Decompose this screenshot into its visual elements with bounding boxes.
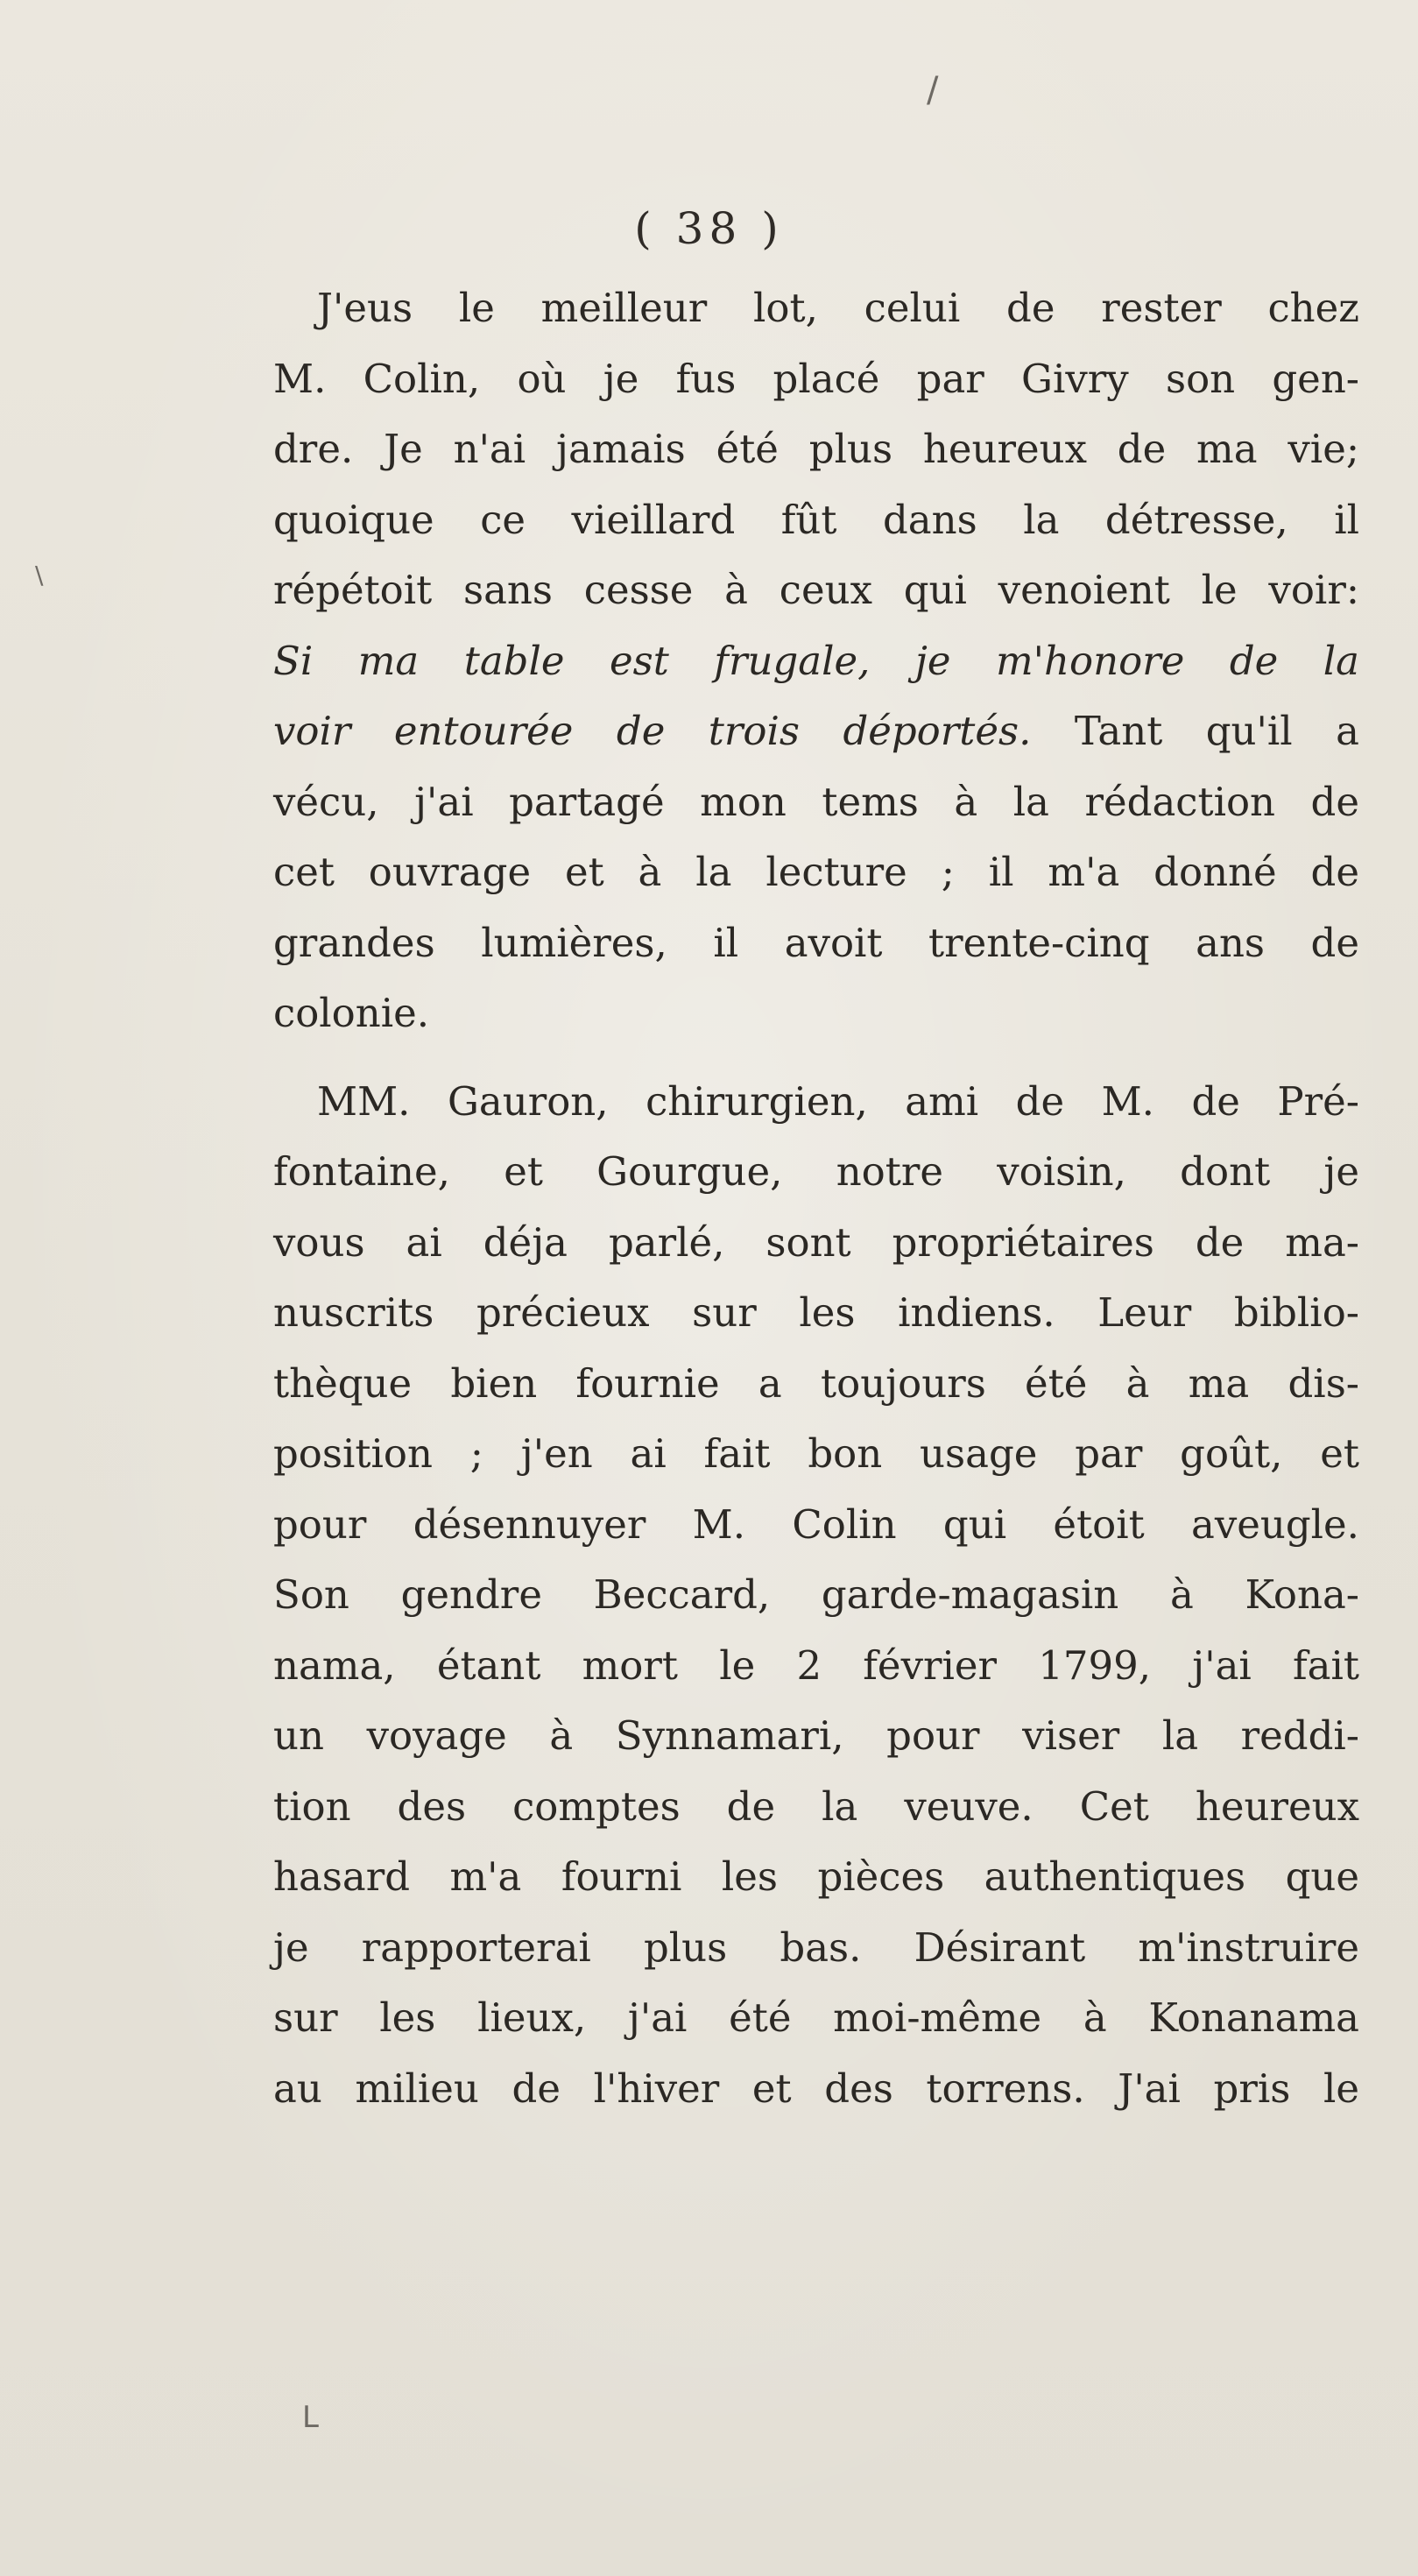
italic-quote-end: voir entourée de trois déportés. [273,708,1032,754]
text-line: fontaine, et Gourgue, notre voisin, dont je [273,1148,1359,1195]
text-line: un voyage à Synnamari, pour viser la reddi- [273,1712,1359,1759]
text-line: J'eus le meilleur lot, celui de rester chez [317,285,1359,331]
text-line: nuscrits précieux sur les indiens. Leur biblio- [273,1289,1359,1336]
stray-mark: L [302,2400,319,2435]
text-line: vécu, j'ai partagé mon tems à la rédaction de [273,778,1359,825]
text-line: au milieu de l'hiver et des torrens. J'ai pris le [273,2064,1359,2112]
page-number: ( 38 ) [634,203,784,254]
text-line: tion des comptes de la veuve. Cet heureux [273,1782,1359,1830]
text-line: MM. Gauron, chirurgien, ami de M. de Pré- [317,1077,1359,1125]
text-line: je rapporterai plus bas. Désirant m'instruire [273,1923,1359,1971]
stray-mark: \ [35,561,44,589]
body-text [273,273,1359,2124]
roman-text: Tant qu'il a [1031,708,1359,754]
text-line: nama, étant mort le 2 février 1799, j'ai fait [273,1641,1359,1689]
stray-mark: / [927,70,939,110]
text-line: Son gendre Beccard, garde-magasin à Kona- [273,1571,1359,1618]
text-line-italic: Si ma table est frugale, je m'honore de la [273,637,1359,684]
text-line: hasard m'a fourni les pièces authentiques que [273,1853,1359,1900]
text-line: répétoit sans cesse à ceux qui venoient le voir: [273,567,1359,613]
text-line: cet ouvrage et à la lecture ; il m'a donné de [273,849,1359,895]
text-line: M. Colin, où je fus placé par Givry son gen- [273,355,1359,402]
text-line: colonie. [273,990,430,1036]
text-line: position ; j'en ai fait bon usage par goût, et [273,1430,1359,1477]
text-line: grandes lumières, il avoit trente-cinq ans de [273,919,1359,966]
text-line: vous ai déja parlé, sont propriétaires de ma- [273,1218,1359,1266]
text-line-mixed [273,696,1359,767]
text-line: sur les lieux, j'ai été moi-même à Konanama [273,1994,1359,2041]
text-line: pour désennuyer M. Colin qui étoit aveugle. [273,1500,1359,1548]
text-line: thèque bien fournie a toujours été à ma dis- [273,1359,1359,1407]
text-line: dre. Je n'ai jamais été plus heureux de ma vie; [273,426,1359,472]
text-line: quoique ce vieillard fût dans la détresse, il [273,496,1359,543]
